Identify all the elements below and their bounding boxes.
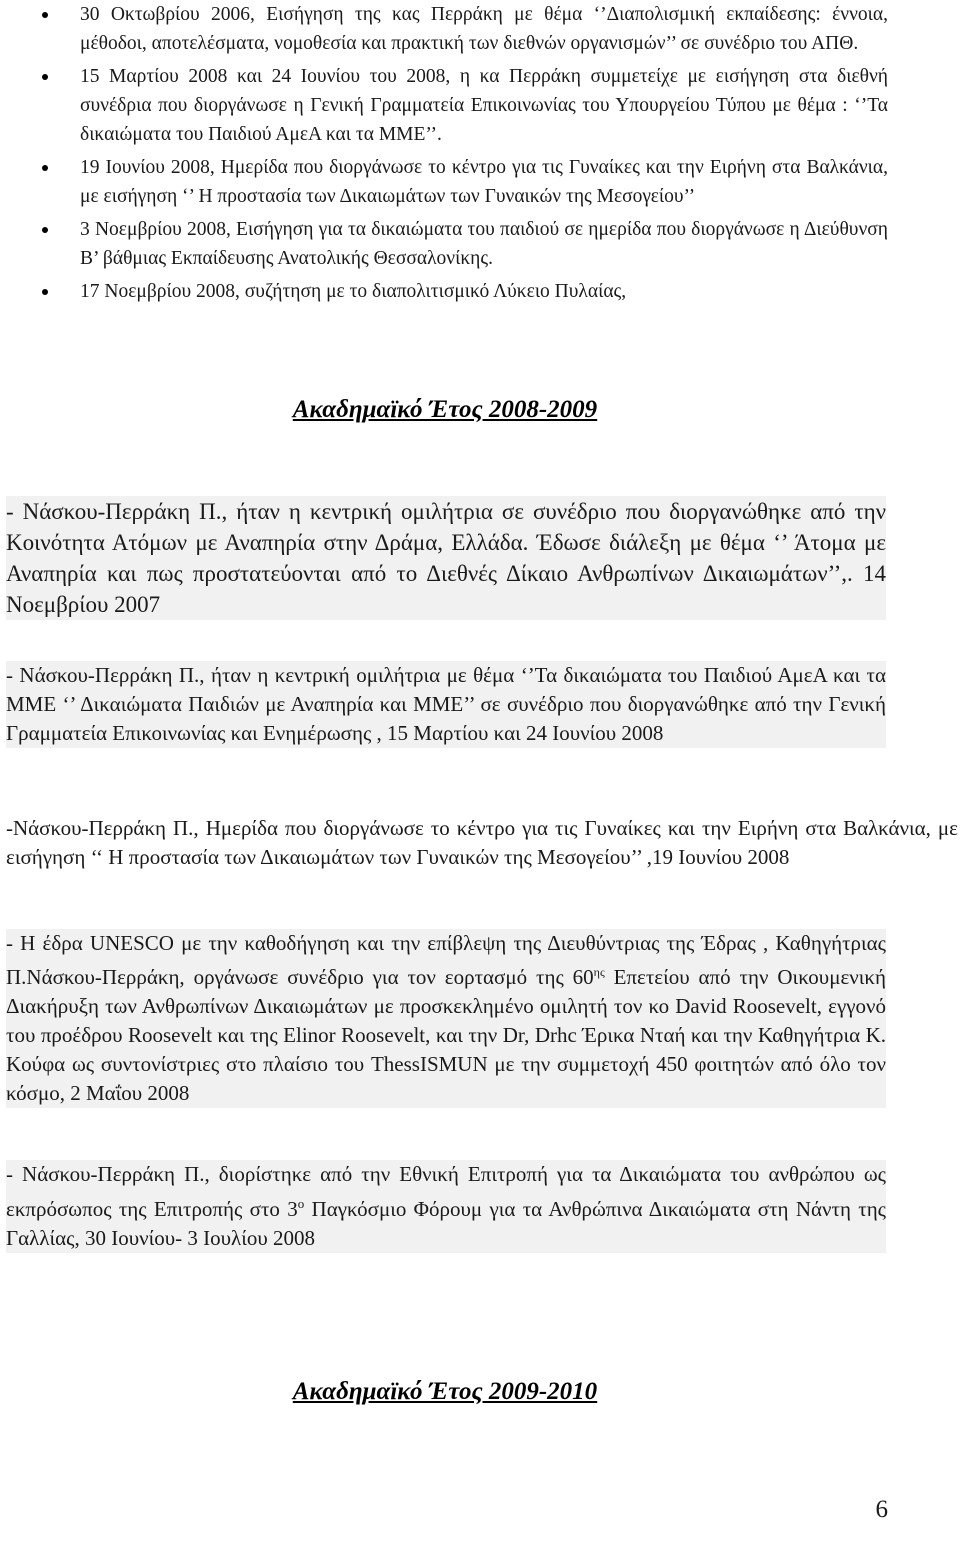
conference-bullet-list — [36, 0, 888, 310]
list-item: 17 Νοεμβρίου 2008, συζήτηση με το διαπολιτισμικό Λύκειο Πυλαίας, — [36, 277, 888, 306]
list-item: 19 Ιουνίου 2008, Ημερίδα που διοργάνωσε το κέντρο για τις Γυναίκες και την Ειρήνη στα Βαλκάνια, με εισήγηση ‘’ Η προστασία των Δικαιωμάτων των Γυναικών της Μεσογείου’’ — [36, 153, 888, 211]
academic-year-heading-2009: Ακαδημαϊκό Έτος 2009-2010 — [292, 1378, 598, 1405]
list-item: 15 Μαρτίου 2008 και 24 Ιουνίου του 2008, η κα Περράκη συμμετείχε με εισήγηση στα διεθνή συνέδρια που διοργάνωσε η Γενική Γραμματεία Επικοινωνίας του Υπουργείου Τύπου με θέμα : ‘’Τα δικαιώματα του Παιδιού ΑμεΑ και τα ΜΜΕ’’. — [36, 62, 888, 149]
list-item: 3 Νοεμβρίου 2008, Εισήγηση για τα δικαιώματα του παιδιού σε ημερίδα που διοργάνωσε η Διεύθυνση Β’ βάθμιας Εκπαίδευσης Ανατολικής Θεσσαλονίκης. — [36, 215, 888, 273]
paragraph-text: - Η έδρα UNESCO με την καθοδήγηση και την επίβλεψη της Διευθύντριας της Έδρας , Καθηγήτριας Π.Νάσκου-Περράκη, οργάνωσε συνέδριο για τον εορτασμό της 60 — [6, 931, 886, 989]
paragraph-text: Παγκόσμιο Φόρουμ για τα Ανθρώπινα Δικαιώματα στη Νάντη της Γαλλίας, 30 Ιουνίου- 3 Ιουλίου 2008 — [6, 1197, 886, 1250]
paragraph-text: - Νάσκου-Περράκη Π., διορίστηκε από την Εθνική Επιτροπή για τα Δικαιώματα του ανθρώπου ως εκπρόσωπος της Επιτροπής στο 3 — [6, 1162, 886, 1221]
superscript: ης — [593, 965, 605, 979]
list-item: 30 Οκτωβρίου 2006, Εισήγηση της κας Περράκη με θέμα ‘’Διαπολισμική εκπαίδεσης: έννοια, μέθοδοι, αποτελέσματα, νομοθεσία και πρακτική των διεθνών οργανισμών’’ σε συνέδριο του ΑΠΘ. — [36, 0, 888, 58]
paragraph-text: Επετείου από την Οικουμενική Διακήρυξη των Ανθρωπίνων Δικαιωμάτων με προσκεκλημένο ομιλητή τον κο David Roosevelt, εγγονό του προέδρου Roosevelt και της Elinor Roosevelt, και την Dr, Drhc Έρικα Νταή και την Καθηγήτρια Κ. Κούφα ως συντονίστριες στο πλαίσιο του ThessISMUN με την συμμετοχή 450 φοιτητών από όλο τον κόσμο, 2 Μαΐου 2008 — [6, 965, 886, 1105]
paragraph-child-rights-media: - Νάσκου-Περράκη Π., ήταν η κεντρική ομιλήτρια με θέμα ‘’Τα δικαιώματα του Παιδιού ΑμεΑ και τα ΜΜΕ ‘’ Δικαιώματα Παιδιών με Αναπηρία και ΜΜΕ’’ σε συνέδριο που διοργανώθηκε από την Γενική Γραμματεία Επικοινωνίας και Ενημέρωσης , 15 Μαρτίου και 24 Ιουνίου 2008 — [6, 661, 886, 748]
academic-year-heading-2008: Ακαδημαϊκό Έτος 2008-2009 — [292, 396, 598, 423]
page-number: 6 — [875, 1496, 888, 1523]
paragraph-balkans-women: -Νάσκου-Περράκη Π., Ημερίδα που διοργάνωσε το κέντρο για τις Γυναίκες και την Ειρήνη στα Βαλκάνια, με εισήγηση ‘‘ Η προστασία των Δικαιωμάτων των Γυναικών της Μεσογείου’’ ,19 Ιουνίου 2008 — [6, 816, 958, 869]
paragraph-world-forum — [6, 1160, 886, 1253]
paragraph-drama-conference: - Νάσκου-Περράκη Π., ήταν η κεντρική ομιλήτρια σε συνέδριο που διοργανώθηκε από την Κοινότητα Ατόμων με Αναπηρία στην Δράμα, Ελλάδα. Έδωσε διάλεξη με θέμα ‘’ Άτομα με Αναπηρία και πως προστατεύονται από το Διεθνές Δίκαιο Ανθρωπίνων Δικαιωμάτων’’,. 14 Νοεμβρίου 2007 — [6, 496, 886, 620]
paragraph-unesco-chair — [6, 929, 886, 1108]
superscript: ο — [297, 1196, 305, 1211]
